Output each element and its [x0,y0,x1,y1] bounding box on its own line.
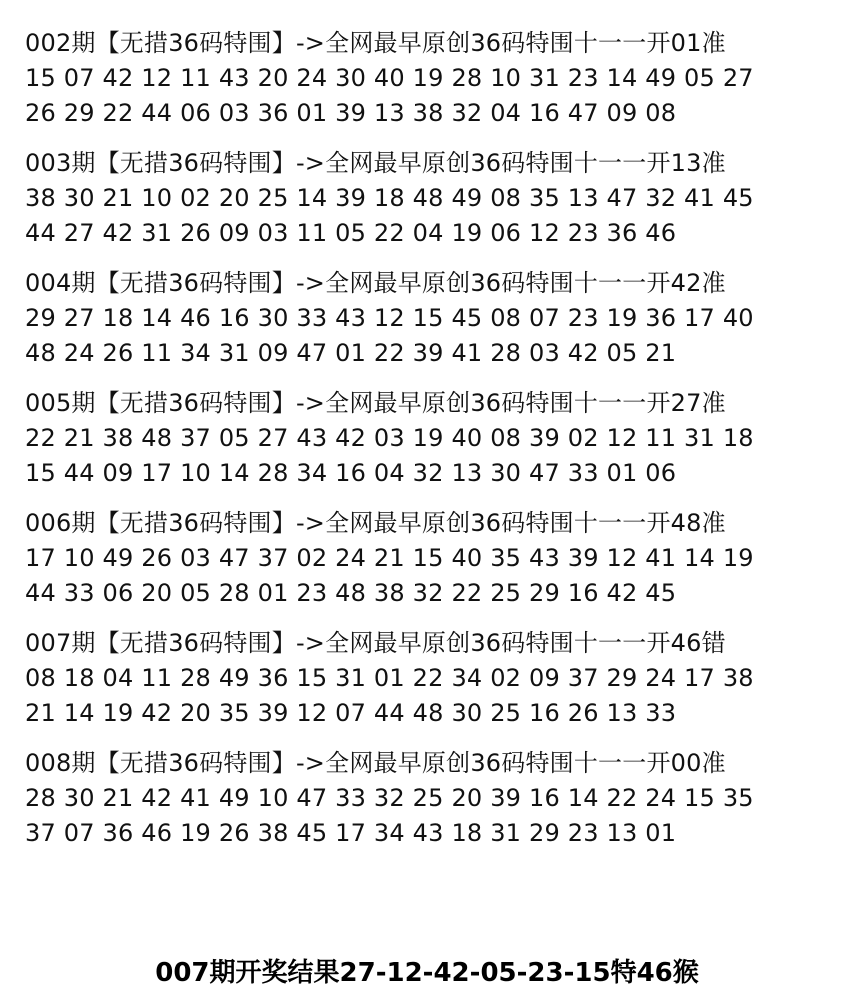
numbers-row: 29 27 18 14 46 16 30 33 43 12 15 45 08 07 23 19 36 17 40 [25,304,754,332]
numbers-row: 37 07 36 46 19 26 38 45 17 34 43 18 31 29 23 13 01 [25,819,677,847]
numbers-row: 28 30 21 42 41 49 10 47 33 32 25 20 39 16 14 22 24 15 35 [25,784,754,812]
numbers-row: 15 07 42 12 11 43 20 24 30 40 19 28 10 31 23 14 49 05 27 [25,64,754,92]
period-header: 006期【无措36码特围】->全网最早原创36码特围十一一开48准 [25,509,726,537]
numbers-row: 26 29 22 44 06 03 36 01 39 13 38 32 04 16 47 09 08 [25,99,677,127]
period-block-005 [25,386,835,506]
period-header: 007期【无措36码特围】->全网最早原创36码特围十一一开46错 [25,629,726,657]
numbers-row: 08 18 04 11 28 49 36 15 31 01 22 34 02 09 37 29 24 17 38 [25,664,754,692]
period-header: 002期【无措36码特围】->全网最早原创36码特围十一一开01准 [25,29,726,57]
numbers-row: 38 30 21 10 02 20 25 14 39 18 48 49 08 35 13 47 32 41 45 [25,184,754,212]
numbers-row: 48 24 26 11 34 31 09 47 01 22 39 41 28 03 42 05 21 [25,339,677,367]
period-block-008 [25,746,835,866]
numbers-row: 44 27 42 31 26 09 03 11 05 22 04 19 06 12 23 36 46 [25,219,677,247]
numbers-row: 21 14 19 42 20 35 39 12 07 44 48 30 25 16 26 13 33 [25,699,677,727]
period-block-004 [25,266,835,386]
draw-result-text: 007期开奖结果27-12-42-05-23-15特46猴 [155,958,699,988]
numbers-row: 17 10 49 26 03 47 37 02 24 21 15 40 35 43 39 12 41 14 19 [25,544,754,572]
period-block-007 [25,626,835,746]
numbers-row: 44 33 06 20 05 28 01 23 48 38 32 22 25 29 16 42 45 [25,579,677,607]
period-header: 005期【无措36码特围】->全网最早原创36码特围十一一开27准 [25,389,726,417]
period-header: 004期【无措36码特围】->全网最早原创36码特围十一一开42准 [25,269,726,297]
numbers-row: 22 21 38 48 37 05 27 43 42 03 19 40 08 39 02 12 11 31 18 [25,424,754,452]
period-header: 008期【无措36码特围】->全网最早原创36码特围十一一开00准 [25,749,726,777]
period-header: 003期【无措36码特围】->全网最早原创36码特围十一一开13准 [25,149,726,177]
period-block-003 [25,146,835,266]
prediction-list [25,26,835,866]
period-block-002 [25,26,835,146]
period-block-006 [25,506,835,626]
numbers-row: 15 44 09 17 10 14 28 34 16 04 32 13 30 47 33 01 06 [25,459,677,487]
